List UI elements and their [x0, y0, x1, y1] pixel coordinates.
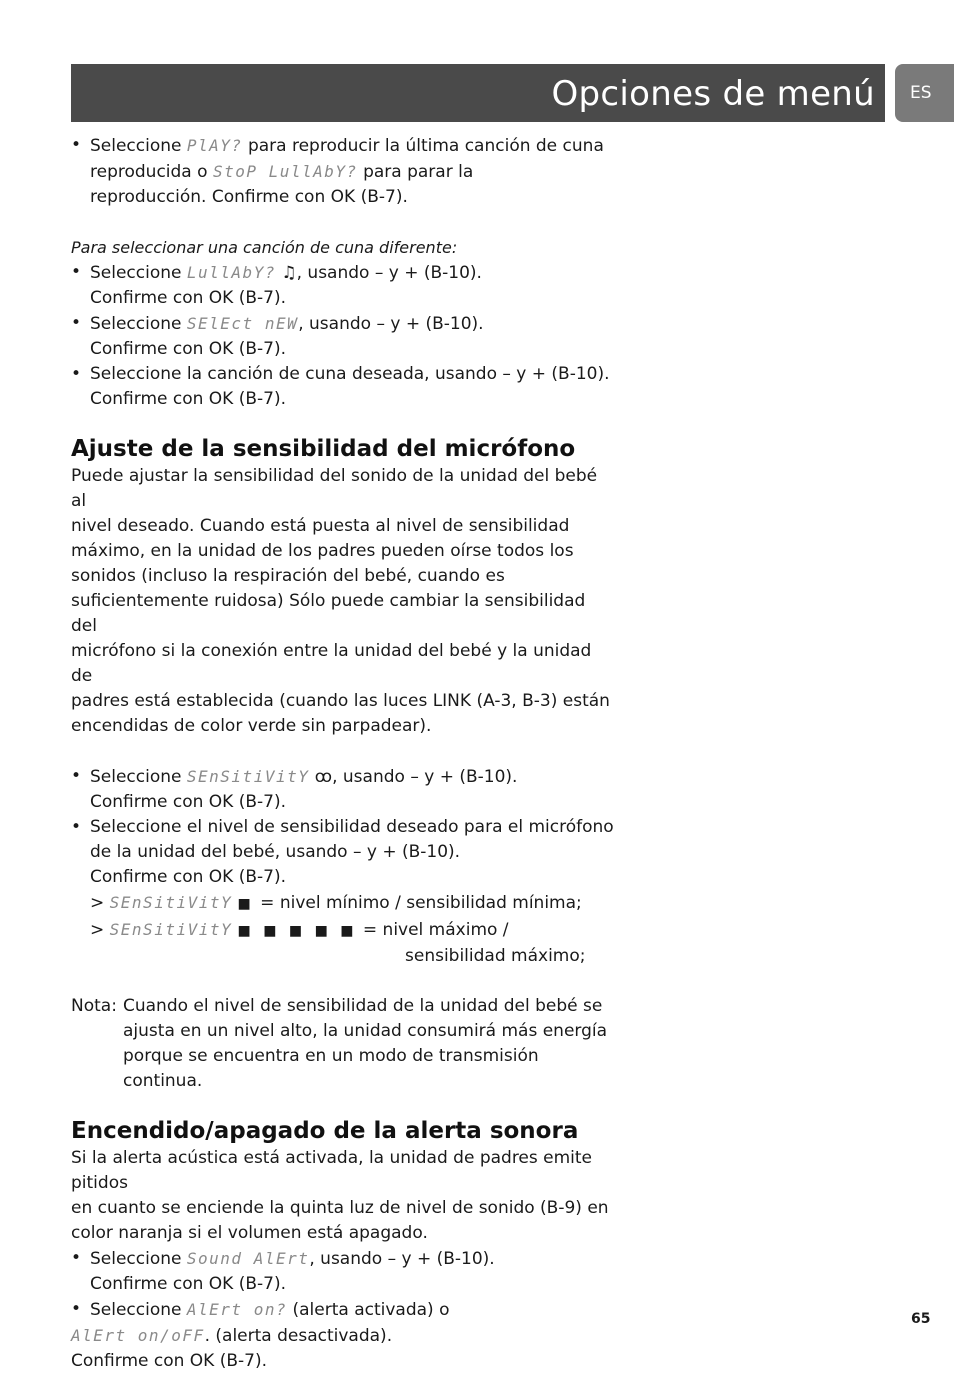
note-text: Cuando el nivel de sensibilidad de la unidad del bebé se ajusta en un nivel alto, la unidad consumirá más energía porque se encuentra en un modo de transmisión continua.	[123, 996, 608, 1091]
list-item: • Seleccione Sound AlErt, usando – y + (B-10).	[71, 1246, 616, 1272]
page-content	[71, 133, 616, 1374]
list-item: • Seleccione PlAY? para reproducir la última canción de cuna	[71, 133, 616, 159]
paragraph: Si la alerta acústica está activada, la unidad de padres emite pitidos en cuanto se enciende la quinta luz de nivel de sonido (B-9) en color naranja si el volumen está apagado.	[71, 1148, 609, 1243]
list-item-continuation: Confirme con OK (B-7).	[90, 1274, 287, 1294]
section-heading: Encendido/apagado de la alerta sonora	[71, 1118, 579, 1144]
lcd-text: SEnSitiVitY	[109, 893, 233, 912]
lcd-text: SEnSitiVitY	[109, 920, 233, 939]
section-heading: Ajuste de la sensibilidad del micrófono	[71, 436, 576, 462]
subheading: Para seleccionar una canción de cuna diferente:	[71, 238, 458, 257]
list-item-continuation: AlErt on/oFF. (alerta desactivada).	[71, 1326, 393, 1346]
list-item-continuation: Confirme con OK (B-7).	[90, 339, 287, 359]
list-item-continuation: Confirme con OK (B-7).	[90, 288, 287, 308]
list-item: • Seleccione AlErt on? (alerta activada) o	[71, 1297, 616, 1323]
lcd-text: SEnSitiVitY	[186, 767, 310, 786]
page-title: Opciones de menú	[551, 74, 875, 114]
note	[71, 994, 616, 1094]
list-item-continuation: Confirme con OK (B-7).	[90, 389, 287, 409]
language-tab: ES	[895, 64, 954, 122]
header-bar	[71, 64, 885, 122]
list-item-continuation: Confirme con OK (B-7).	[90, 867, 287, 887]
page-number: 65	[911, 1311, 931, 1327]
list-item: • Seleccione el nivel de sensibilidad deseado para el micrófono	[71, 815, 616, 840]
lcd-text: SElEct nEW	[186, 314, 299, 333]
result-line: > SEnSitiVitY ■ ■ ■ ■ ■ = nivel máximo /	[90, 920, 509, 940]
result-line-continuation: sensibilidad máximo;	[405, 946, 586, 966]
lcd-text: AlErt on/oFF	[71, 1326, 205, 1345]
list-item: • Seleccione SElEct nEW, usando – y + (B-10).	[71, 311, 616, 337]
music-note-icon: ♫	[281, 263, 297, 283]
level-square-icon: ■	[237, 896, 255, 912]
ear-icon: ꝏ	[314, 767, 333, 787]
list-item-continuation: reproducida o StoP LullAbY? para parar la	[90, 162, 474, 182]
list-item: • Seleccione LullAbY? ♫, usando – y + (B-10).	[71, 260, 616, 286]
lcd-text: AlErt on?	[186, 1300, 288, 1319]
lcd-text: LullAbY?	[186, 263, 276, 282]
lcd-text: PlAY?	[186, 136, 243, 155]
list-item-continuation: Confirme con OK (B-7).	[71, 1351, 268, 1371]
note-label: Nota:	[71, 996, 117, 1016]
list-item-continuation: reproducción. Confirme con OK (B-7).	[90, 187, 408, 207]
paragraph: Puede ajustar la sensibilidad del sonido de la unidad del bebé al nivel deseado. Cuando está puesta al nivel de sensibilidad máximo, en la unidad de los padres pueden oírse todos los sonidos (incluso la respiración del bebé, cuando es suficientemente ruidosa) Sólo puede cambiar la sensibilidad del micrófono si la conexión entre la unidad del bebé y la unidad de padres está establecida (cuando las luces LINK (A-3, B-3) están encendidas de color verde sin parpadear).	[71, 466, 610, 736]
lcd-text: StoP LullAbY?	[212, 162, 358, 181]
list-item: • Seleccione SEnSitiVitY ꝏ, usando – y + (B-10).	[71, 764, 616, 790]
lcd-text: Sound AlErt	[186, 1249, 310, 1268]
list-item-continuation: de la unidad del bebé, usando – y + (B-10).	[90, 842, 461, 862]
result-line: > SEnSitiVitY ■ = nivel mínimo / sensibilidad mínima;	[90, 893, 582, 913]
list-item-continuation: Confirme con OK (B-7).	[90, 792, 287, 812]
list-item: • Seleccione la canción de cuna deseada, usando – y + (B-10).	[71, 362, 616, 387]
level-squares-icon: ■ ■ ■ ■ ■	[237, 923, 358, 939]
